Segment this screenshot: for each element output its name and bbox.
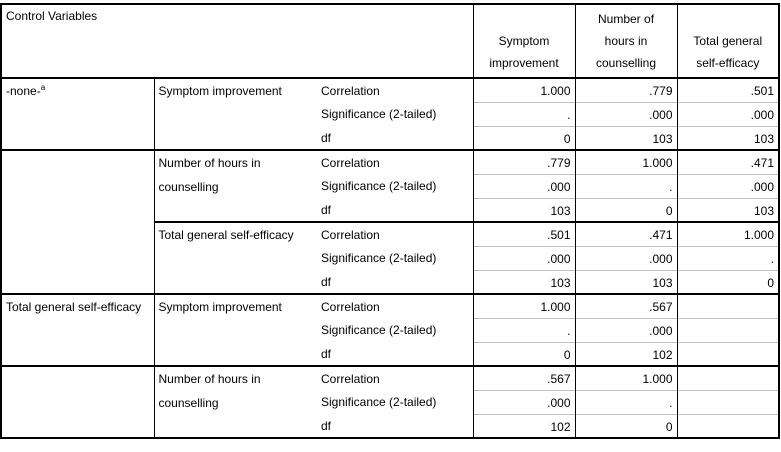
value-cell: . [473,102,575,126]
variable-label-line: Total general self-efficacy [158,228,294,242]
value-cell: 103 [473,198,575,222]
value-cell: 0 [473,342,575,366]
table-row [1,150,779,174]
control-variables-label: Control Variables [6,9,98,23]
value-cell: . [677,246,779,270]
value-cell: 103 [575,270,677,294]
statistic-label: Significance (2-tailed) [321,179,437,193]
statistic-label: df [321,347,332,361]
variable-label-cell [154,222,317,294]
control-variable-cell [1,294,154,366]
table-row [1,78,779,102]
value-cell: .000 [473,390,575,414]
value-cell: .779 [575,78,677,102]
value-cell: .000 [575,318,677,342]
value-cell: .567 [473,366,575,390]
variable-label-line: Number of hours in [158,372,261,386]
variable-label-line: counselling [158,180,219,194]
value-cell: .501 [677,78,779,102]
partial-correlations-table [0,3,780,439]
value-cell: 1.000 [473,78,575,102]
footnote-marker: a [40,83,46,92]
value-cell: .000 [473,246,575,270]
table-row [1,294,779,318]
variable-label-cell [154,150,317,222]
value-cell [677,294,779,318]
variable-label-cell [154,366,317,438]
control-variables-header [1,4,473,78]
col3-line1: Total general [693,34,763,48]
statistic-label: Correlation [317,294,473,318]
value-cell: 102 [473,414,575,438]
control-variable-cell [1,78,154,150]
value-cell: .471 [677,150,779,174]
value-cell: .501 [473,222,575,246]
col-header-hours-counselling [575,4,677,78]
variable-label-line: counselling [158,396,219,410]
variable-label-line: Symptom improvement [158,300,282,314]
value-cell [677,318,779,342]
variable-label-cell [154,294,317,366]
value-cell [677,366,779,390]
value-cell: 0 [473,126,575,150]
col2-line1: Number of [598,12,655,26]
statistic-label: Significance (2-tailed) [321,251,437,265]
table-row [1,366,779,390]
statistic-label: Correlation [317,366,473,390]
value-cell: .471 [575,222,677,246]
value-cell [677,390,779,414]
col-header-total-self-efficacy [677,4,779,78]
statistic-label: df [321,203,332,217]
statistic-label: df [317,414,473,438]
statistic-label: Significance (2-tailed) [321,107,437,121]
value-cell: .000 [677,102,779,126]
value-cell: 1.000 [473,294,575,318]
value-cell: .000 [575,102,677,126]
statistic-label: Significance (2-tailed) [321,323,437,337]
value-cell: . [575,390,677,414]
value-cell: .000 [473,174,575,198]
variable-label-cell [154,78,317,150]
table-row [1,222,779,246]
col1-line1: Symptom [498,34,550,48]
value-cell: 1.000 [575,366,677,390]
statistic-label: Correlation [317,222,473,246]
variable-label-line: Symptom improvement [158,84,282,98]
value-cell: 1.000 [575,150,677,174]
control-variable-empty-cell [1,222,154,294]
value-cell: 103 [473,270,575,294]
value-cell: 103 [677,198,779,222]
col-header-symptom-improvement [473,4,575,78]
value-cell [677,342,779,366]
statistic-label: Significance (2-tailed) [321,395,437,409]
statistic-label: df [321,131,332,145]
value-cell: 1.000 [677,222,779,246]
statistic-label: Correlation [317,150,473,174]
value-cell: 0 [677,270,779,294]
value-cell: . [575,174,677,198]
value-cell: 103 [575,126,677,150]
col2-line2: hours in [604,34,648,48]
control-variable-label: Total general self-efficacy [6,300,142,314]
value-cell: .000 [575,246,677,270]
control-variable-empty-cell [1,150,154,222]
statistic-label: Correlation [321,84,380,98]
statistic-label: df [321,275,332,289]
value-cell: 0 [575,414,677,438]
value-cell: .000 [677,174,779,198]
col1-line2: improvement [489,56,559,70]
col2-line3: counselling [595,56,657,70]
col3-line2: self-efficacy [696,56,760,70]
value-cell: 103 [677,126,779,150]
value-cell: . [473,318,575,342]
value-cell [677,414,779,438]
control-variable-label: -none- [6,84,41,98]
value-cell: .567 [575,294,677,318]
value-cell: .779 [473,150,575,174]
value-cell: 0 [575,198,677,222]
variable-label-line: Number of hours in [158,156,261,170]
value-cell: 102 [575,342,677,366]
control-variable-empty-cell [1,366,154,438]
